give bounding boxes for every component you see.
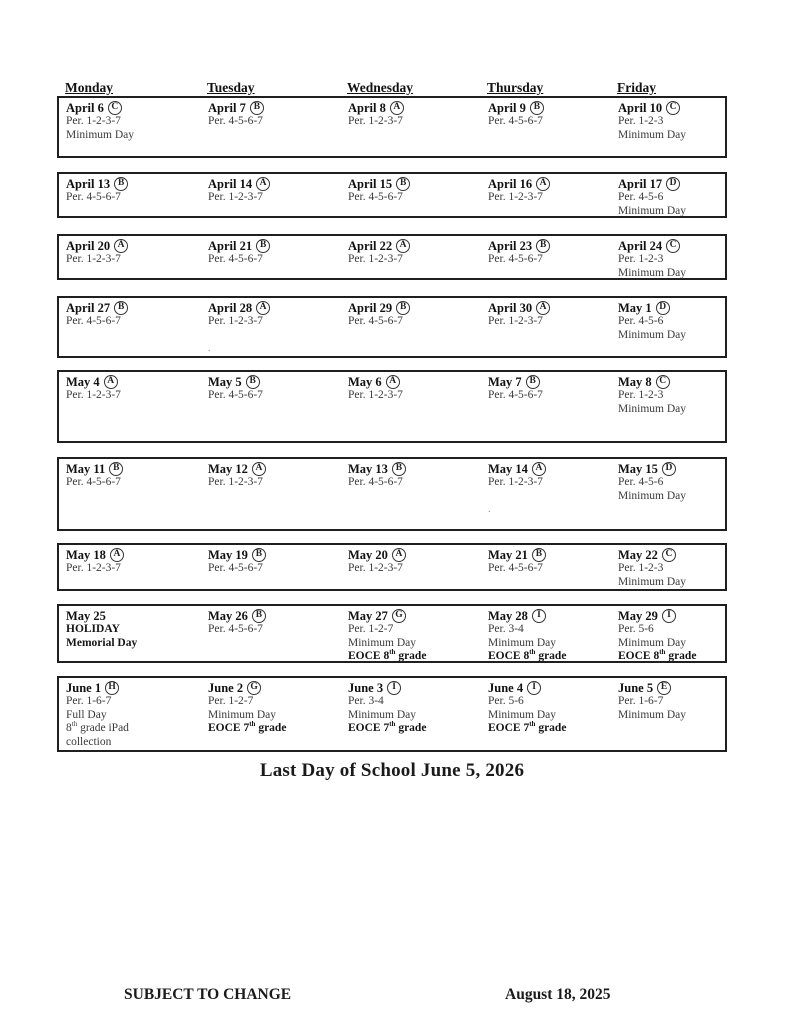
date-label: May 22	[618, 548, 658, 562]
cell-line	[488, 490, 609, 504]
day-letter-badge: B	[536, 239, 550, 253]
date-label: May 7	[488, 375, 522, 389]
date-label: May 20	[348, 548, 388, 562]
day-letter-badge: A	[256, 301, 270, 315]
date-line	[348, 609, 479, 623]
date-line	[66, 462, 199, 476]
calendar-day-cell	[341, 548, 481, 589]
cell-line: Memorial Day	[66, 636, 138, 649]
day-letter-badge: A	[110, 548, 124, 562]
calendar-day-cell	[611, 609, 725, 663]
cell-line: Per. 4-5-6-7	[66, 191, 121, 203]
cell-line: Per. 3-4	[488, 623, 524, 635]
date-label: May 14	[488, 462, 528, 476]
date-line	[66, 101, 199, 115]
calendar-day-cell	[481, 548, 611, 589]
day-letter-badge: B	[114, 301, 128, 315]
date-line	[348, 101, 479, 115]
calendar-day-cell	[59, 239, 201, 280]
date-line	[488, 681, 609, 695]
date-label: May 28	[488, 609, 528, 623]
day-letter-badge: C	[656, 375, 670, 389]
calendar-day-cell	[611, 301, 725, 356]
day-letter-badge: C	[666, 239, 680, 253]
day-header-row	[57, 80, 727, 96]
calendar-day-cell	[481, 681, 611, 750]
calendar-day-cell	[59, 462, 201, 529]
calendar-day-cell	[481, 239, 611, 280]
cell-line: Minimum Day	[208, 708, 277, 721]
cell-line: EOCE 8th grade	[618, 648, 697, 662]
cell-line: Per. 1-2-3-7	[348, 562, 403, 574]
cell-line: Minimum Day	[618, 708, 687, 721]
day-letter-badge: B	[532, 548, 546, 562]
date-line	[208, 301, 339, 315]
cell-line: Per. 1-2-3	[618, 562, 664, 574]
calendar-day-cell	[481, 177, 611, 218]
date-label: May 12	[208, 462, 248, 476]
day-letter-badge: A	[114, 239, 128, 253]
cell-line: Minimum Day	[618, 636, 687, 649]
cell-line: Per. 1-6-7	[66, 695, 112, 707]
revision-date-label: August 18, 2025	[505, 986, 611, 1003]
cell-line: Per. 4-5-6-7	[348, 476, 403, 488]
date-line	[618, 177, 723, 191]
week-row	[57, 457, 727, 531]
cell-line: Per. 1-2-3-7	[66, 562, 121, 574]
day-letter-badge: B	[250, 101, 264, 115]
calendar-day-cell	[611, 239, 725, 280]
date-label: May 21	[488, 548, 528, 562]
date-label: May 1	[618, 301, 652, 315]
date-line	[348, 681, 479, 695]
date-line	[208, 548, 339, 562]
date-label: April 8	[348, 101, 386, 115]
date-label: May 18	[66, 548, 106, 562]
calendar-day-cell	[481, 101, 611, 156]
calendar-day-cell	[341, 301, 481, 356]
date-label: June 2	[208, 681, 244, 695]
cell-line: Per. 1-2-7	[208, 695, 254, 707]
calendar-day-cell	[611, 462, 725, 529]
day-letter-badge: I	[532, 609, 546, 623]
date-line	[488, 177, 609, 191]
date-label: April 6	[66, 101, 104, 115]
date-line	[348, 548, 479, 562]
cell-line: Per. 1-2-3-7	[488, 315, 543, 327]
day-letter-badge: B	[252, 609, 266, 623]
week-row	[57, 96, 727, 158]
date-label: April 17	[618, 177, 663, 191]
date-label: May 25	[66, 609, 106, 623]
school-calendar	[57, 80, 727, 752]
date-line	[208, 177, 339, 191]
date-line	[488, 301, 609, 315]
calendar-day-cell	[481, 609, 611, 663]
week-row	[57, 676, 727, 752]
calendar-day-cell	[59, 301, 201, 356]
cell-line: Minimum Day	[348, 636, 417, 649]
cell-line: Per. 1-2-3-7	[488, 476, 543, 488]
day-letter-badge: I	[662, 609, 676, 623]
cell-line: EOCE 8th grade	[488, 648, 567, 662]
date-label: May 5	[208, 375, 242, 389]
date-label: April 15	[348, 177, 393, 191]
day-letter-badge: A	[536, 301, 550, 315]
date-label: April 29	[348, 301, 393, 315]
date-line	[66, 609, 199, 623]
cell-line: Per. 1-6-7	[618, 695, 664, 707]
date-label: April 30	[488, 301, 533, 315]
cell-line: Per. 1-2-3-7	[348, 253, 403, 265]
calendar-day-cell	[59, 609, 201, 663]
date-label: May 4	[66, 375, 100, 389]
calendar-day-cell	[611, 101, 725, 156]
date-line	[488, 101, 609, 115]
date-line	[618, 101, 723, 115]
date-line	[618, 609, 723, 623]
day-letter-badge: C	[108, 101, 122, 115]
day-letter-badge: B	[530, 101, 544, 115]
date-line	[208, 101, 339, 115]
cell-line	[208, 329, 339, 343]
calendar-day-cell	[201, 375, 341, 441]
day-letter-badge: B	[246, 375, 260, 389]
date-line	[488, 375, 609, 389]
cell-line: Per. 4-5-6-7	[208, 562, 263, 574]
day-letter-badge: H	[105, 681, 119, 695]
cell-line: Minimum Day	[618, 402, 687, 415]
calendar-day-cell	[201, 239, 341, 280]
day-letter-badge: A	[390, 101, 404, 115]
cell-line: Per. 1-2-3-7	[488, 191, 543, 203]
date-line	[66, 681, 199, 695]
cell-line: Minimum Day	[618, 266, 687, 279]
date-line	[66, 301, 199, 315]
cell-line: Minimum Day	[618, 204, 687, 217]
date-label: May 26	[208, 609, 248, 623]
cell-line: HOLIDAY	[66, 623, 120, 635]
date-label: June 1	[66, 681, 102, 695]
calendar-day-cell	[59, 101, 201, 156]
cell-line: Per. 4-5-6-7	[208, 115, 263, 127]
day-letter-badge: A	[532, 462, 546, 476]
day-letter-badge: I	[527, 681, 541, 695]
week-row	[57, 370, 727, 443]
calendar-day-cell	[341, 239, 481, 280]
cell-line: 8th grade iPad	[66, 720, 129, 734]
calendar-day-cell	[611, 177, 725, 218]
date-label: April 23	[488, 239, 533, 253]
day-letter-badge: G	[392, 609, 406, 623]
date-line	[66, 548, 199, 562]
day-header-thursday: Thursday	[487, 80, 544, 95]
calendar-day-cell	[59, 681, 201, 750]
date-label: April 28	[208, 301, 253, 315]
date-label: April 16	[488, 177, 533, 191]
cell-line: Per. 1-2-3	[618, 115, 664, 127]
date-label: June 4	[488, 681, 524, 695]
calendar-day-cell	[481, 462, 611, 529]
cell-line: collection	[66, 735, 112, 748]
date-line	[208, 239, 339, 253]
day-header-monday: Monday	[65, 80, 114, 95]
cell-line: .	[488, 504, 491, 515]
date-line	[66, 239, 199, 253]
calendar-day-cell	[341, 681, 481, 750]
date-label: May 27	[348, 609, 388, 623]
calendar-day-cell	[59, 548, 201, 589]
day-letter-badge: G	[247, 681, 261, 695]
date-label: May 15	[618, 462, 658, 476]
calendar-day-cell	[481, 301, 611, 356]
cell-line: Minimum Day	[488, 708, 557, 721]
date-label: April 27	[66, 301, 111, 315]
cell-line: .	[208, 343, 211, 354]
calendar-day-cell	[201, 101, 341, 156]
cell-line: Full Day	[66, 708, 107, 721]
day-header-tuesday: Tuesday	[207, 80, 255, 95]
date-line	[618, 548, 723, 562]
date-label: April 20	[66, 239, 111, 253]
date-line	[618, 301, 723, 315]
date-line	[488, 239, 609, 253]
cell-line: Per. 4-5-6-7	[488, 389, 543, 401]
calendar-day-cell	[341, 609, 481, 663]
calendar-day-cell	[201, 548, 341, 589]
week-row	[57, 604, 727, 663]
day-header-wednesday: Wednesday	[347, 80, 414, 95]
day-letter-badge: B	[256, 239, 270, 253]
cell-line: Per. 4-5-6-7	[66, 476, 121, 488]
date-label: June 3	[348, 681, 384, 695]
cell-line: Per. 1-2-3-7	[348, 389, 403, 401]
cell-line: Per. 4-5-6-7	[348, 315, 403, 327]
cell-line: Minimum Day	[488, 636, 557, 649]
cell-line: Per. 5-6	[618, 623, 654, 635]
date-line	[488, 462, 609, 476]
subject-to-change-label: SUBJECT TO CHANGE	[124, 986, 292, 1003]
calendar-day-cell	[481, 375, 611, 441]
cell-line: Minimum Day	[618, 489, 687, 502]
date-label: May 29	[618, 609, 658, 623]
cell-line: Per. 1-2-3-7	[66, 389, 121, 401]
cell-line: Per. 4-5-6-7	[488, 115, 543, 127]
cell-line: Per. 4-5-6	[618, 476, 664, 488]
date-label: April 22	[348, 239, 393, 253]
date-line	[618, 239, 723, 253]
day-letter-badge: B	[396, 177, 410, 191]
date-label: May 11	[66, 462, 106, 476]
calendar-day-cell	[611, 375, 725, 441]
cell-line: Per. 4-5-6-7	[208, 253, 263, 265]
day-letter-badge: A	[256, 177, 270, 191]
date-label: May 13	[348, 462, 388, 476]
day-letter-badge: A	[104, 375, 118, 389]
day-letter-badge: B	[114, 177, 128, 191]
date-label: May 19	[208, 548, 248, 562]
day-letter-badge: B	[396, 301, 410, 315]
calendar-day-cell	[611, 681, 725, 750]
calendar-day-cell	[341, 462, 481, 529]
date-label: May 6	[348, 375, 382, 389]
day-letter-badge: E	[657, 681, 671, 695]
calendar-day-cell	[611, 548, 725, 589]
cell-line: Per. 4-5-6	[618, 315, 664, 327]
cell-line: Per. 4-5-6-7	[488, 253, 543, 265]
day-letter-badge: B	[109, 462, 123, 476]
weeks-container	[57, 96, 727, 752]
date-line	[348, 177, 479, 191]
calendar-day-cell	[201, 681, 341, 750]
last-day-note: Last Day of School June 5, 2026	[259, 760, 525, 781]
date-line	[208, 609, 339, 623]
day-letter-badge: A	[392, 548, 406, 562]
cell-line: Per. 1-2-3	[618, 253, 664, 265]
cell-line: Per. 4-5-6-7	[488, 562, 543, 574]
calendar-day-cell	[201, 177, 341, 218]
date-line	[348, 375, 479, 389]
cell-line: EOCE 7th grade	[348, 720, 427, 734]
day-header-friday: Friday	[617, 80, 656, 95]
week-row	[57, 296, 727, 358]
day-letter-badge: C	[662, 548, 676, 562]
cell-line: Per. 4-5-6-7	[66, 315, 121, 327]
date-label: April 7	[208, 101, 246, 115]
cell-line: EOCE 7th grade	[488, 720, 567, 734]
date-line	[618, 681, 723, 695]
cell-line: Per. 1-2-3-7	[348, 115, 403, 127]
cell-line: Per. 3-4	[348, 695, 384, 707]
date-line	[208, 462, 339, 476]
cell-line: Minimum Day	[618, 328, 687, 341]
cell-line: Minimum Day	[66, 128, 135, 141]
date-line	[348, 462, 479, 476]
date-label: April 9	[488, 101, 526, 115]
date-label: May 8	[618, 375, 652, 389]
calendar-day-cell	[341, 101, 481, 156]
cell-line: Minimum Day	[618, 128, 687, 141]
date-line	[488, 609, 609, 623]
day-letter-badge: D	[656, 301, 670, 315]
cell-line: Per. 1-2-3-7	[66, 253, 121, 265]
cell-line: Per. 4-5-6-7	[208, 389, 263, 401]
date-label: April 14	[208, 177, 253, 191]
calendar-day-cell	[341, 177, 481, 218]
date-label: April 24	[618, 239, 663, 253]
calendar-day-cell	[201, 301, 341, 356]
cell-line: EOCE 7th grade	[208, 720, 287, 734]
cell-line: Minimum Day	[348, 708, 417, 721]
date-label: April 13	[66, 177, 111, 191]
calendar-day-cell	[59, 177, 201, 218]
date-label: April 21	[208, 239, 253, 253]
cell-line: EOCE 8th grade	[348, 648, 427, 662]
calendar-day-cell	[201, 609, 341, 663]
day-letter-badge: A	[252, 462, 266, 476]
date-label: April 10	[618, 101, 663, 115]
cell-line: Per. 1-2-3-7	[66, 115, 121, 127]
cell-line: Minimum Day	[618, 575, 687, 588]
calendar-day-cell	[201, 462, 341, 529]
cell-line: Per. 4-5-6-7	[348, 191, 403, 203]
date-line	[208, 375, 339, 389]
cell-line: Per. 4-5-6	[618, 191, 664, 203]
day-letter-badge: A	[386, 375, 400, 389]
cell-line: Per. 1-2-3-7	[208, 191, 263, 203]
date-line	[66, 375, 199, 389]
week-row	[57, 234, 727, 280]
day-letter-badge: D	[662, 462, 676, 476]
day-letter-badge: B	[526, 375, 540, 389]
cell-line: Per. 1-2-3-7	[208, 315, 263, 327]
day-letter-badge: B	[392, 462, 406, 476]
calendar-day-cell	[59, 375, 201, 441]
cell-line: Per. 1-2-3-7	[208, 476, 263, 488]
date-line	[66, 177, 199, 191]
date-line	[208, 681, 339, 695]
day-letter-badge: A	[396, 239, 410, 253]
calendar-day-cell	[341, 375, 481, 441]
day-letter-badge: D	[666, 177, 680, 191]
day-letter-badge: A	[536, 177, 550, 191]
day-letter-badge: I	[387, 681, 401, 695]
cell-line: Per. 4-5-6-7	[208, 623, 263, 635]
date-line	[488, 548, 609, 562]
date-line	[618, 462, 723, 476]
week-row	[57, 172, 727, 218]
day-letter-badge: C	[666, 101, 680, 115]
date-line	[348, 301, 479, 315]
date-line	[618, 375, 723, 389]
cell-line: Per. 5-6	[488, 695, 524, 707]
cell-line: Per. 1-2-3	[618, 389, 664, 401]
week-row	[57, 543, 727, 591]
day-letter-badge: B	[252, 548, 266, 562]
cell-line: Per. 1-2-7	[348, 623, 394, 635]
date-label: June 5	[618, 681, 654, 695]
date-line	[348, 239, 479, 253]
